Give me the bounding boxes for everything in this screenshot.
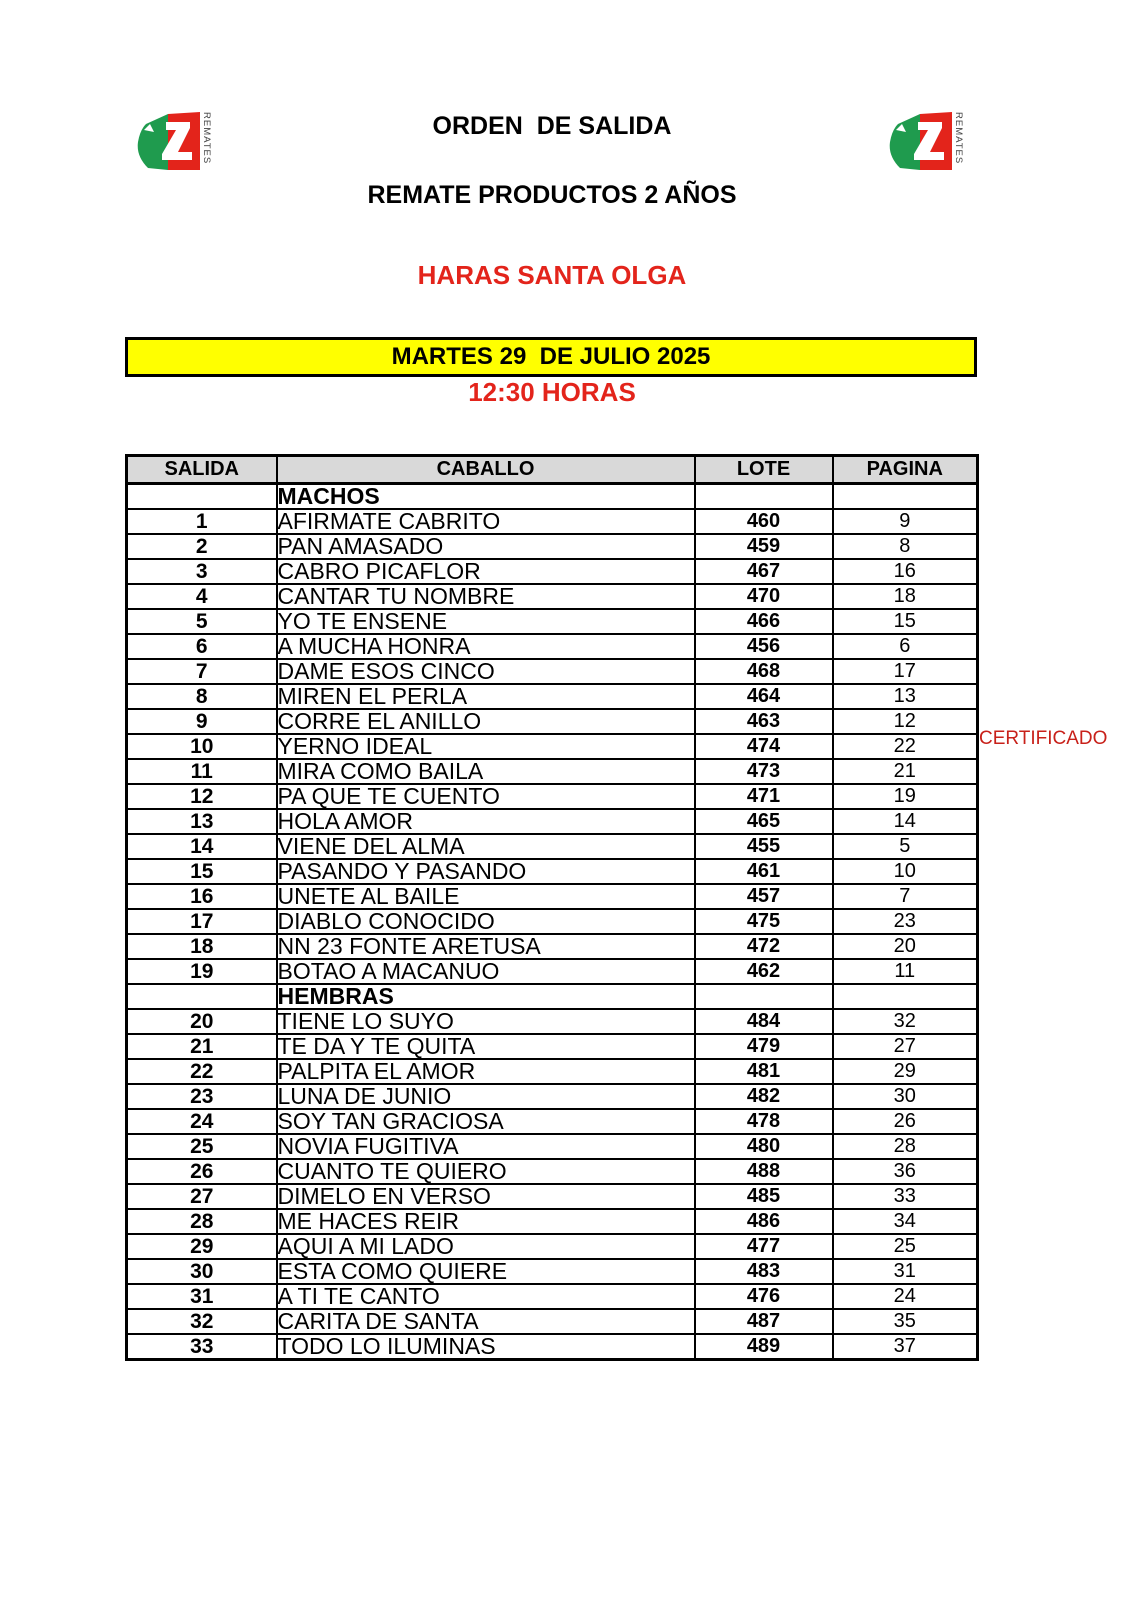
salida-cell: 14 (127, 834, 277, 859)
salida-cell: 11 (127, 759, 277, 784)
section-label: HEMBRAS (277, 984, 695, 1009)
salida-cell: 33 (127, 1334, 277, 1360)
pagina-cell: 18 (833, 584, 978, 609)
table-row (127, 1034, 978, 1059)
caballo-cell: BOTAO A MACANUO (277, 959, 695, 984)
pagina-cell: 15 (833, 609, 978, 634)
table-row (127, 1159, 978, 1184)
lote-cell: 489 (695, 1334, 833, 1360)
time-text: 12:30 HORAS (468, 377, 636, 407)
salida-cell: 28 (127, 1209, 277, 1234)
salida-cell: 31 (127, 1284, 277, 1309)
lote-cell: 477 (695, 1234, 833, 1259)
lote-cell: 475 (695, 909, 833, 934)
caballo-cell: HOLA AMOR (277, 809, 695, 834)
caballo-cell: CUANTO TE QUIERO (277, 1159, 695, 1184)
lote-cell: 488 (695, 1159, 833, 1184)
salida-cell: 22 (127, 1059, 277, 1084)
pagina-cell: 5 (833, 834, 978, 859)
table-row (127, 1109, 978, 1134)
table-row (127, 659, 978, 684)
pagina-cell: 17 (833, 659, 978, 684)
table-row (127, 1309, 978, 1334)
pagina-cell: 35 (833, 1309, 978, 1334)
table-row (127, 1059, 978, 1084)
salida-cell: 1 (127, 509, 277, 534)
pagina-cell: 37 (833, 1334, 978, 1360)
pagina-cell: 8 (833, 534, 978, 559)
lote-cell: 478 (695, 1109, 833, 1134)
lote-cell: 485 (695, 1184, 833, 1209)
pagina-cell: 34 (833, 1209, 978, 1234)
lote-cell: 482 (695, 1084, 833, 1109)
pagina-cell: 33 (833, 1184, 978, 1209)
pagina-cell: 16 (833, 559, 978, 584)
salida-cell: 6 (127, 634, 277, 659)
caballo-cell: ME HACES REIR (277, 1209, 695, 1234)
lote-cell: 471 (695, 784, 833, 809)
caballo-cell: YO TE ENSENE (277, 609, 695, 634)
salida-cell: 27 (127, 1184, 277, 1209)
pagina-cell: 22 (833, 734, 978, 759)
lote-cell: 487 (695, 1309, 833, 1334)
lote-cell: 476 (695, 1284, 833, 1309)
caballo-cell: PALPITA EL AMOR (277, 1059, 695, 1084)
table-row (127, 1259, 978, 1284)
caballo-cell: TODO LO ILUMINAS (277, 1334, 695, 1360)
table-row (127, 1134, 978, 1159)
header-pagina: PAGINA (833, 456, 978, 484)
table-row (127, 734, 978, 759)
caballo-cell: CORRE EL ANILLO (277, 709, 695, 734)
pagina-cell: 29 (833, 1059, 978, 1084)
caballo-cell: MIRA COMO BAILA (277, 759, 695, 784)
caballo-cell: AFIRMATE CABRITO (277, 509, 695, 534)
caballo-cell: AQUI A MI LADO (277, 1234, 695, 1259)
lote-cell: 459 (695, 534, 833, 559)
caballo-cell: DAME ESOS CINCO (277, 659, 695, 684)
lote-cell: 457 (695, 884, 833, 909)
caballo-cell: NN 23 FONTE ARETUSA (277, 934, 695, 959)
salida-cell: 2 (127, 534, 277, 559)
date-banner (125, 337, 977, 377)
salida-cell: 17 (127, 909, 277, 934)
caballo-cell: PA QUE TE CUENTO (277, 784, 695, 809)
section-empty-pagina (833, 484, 978, 510)
pagina-cell: 28 (833, 1134, 978, 1159)
pagina-cell: 10 (833, 859, 978, 884)
salida-cell: 16 (127, 884, 277, 909)
lote-cell: 463 (695, 709, 833, 734)
header-lote: LOTE (695, 456, 833, 484)
table-row (127, 859, 978, 884)
table-row (127, 959, 978, 984)
table-row (127, 909, 978, 934)
pagina-cell: 20 (833, 934, 978, 959)
table-row (127, 809, 978, 834)
caballo-cell: PAN AMASADO (277, 534, 695, 559)
caballo-cell: CABRO PICAFLOR (277, 559, 695, 584)
salida-table (125, 454, 979, 1361)
page-title: ORDEN DE SALIDA (432, 112, 672, 140)
pagina-cell: 25 (833, 1234, 978, 1259)
pagina-cell: 31 (833, 1259, 978, 1284)
salida-cell: 7 (127, 659, 277, 684)
salida-cell: 13 (127, 809, 277, 834)
table-header-row (127, 456, 978, 484)
table-row (127, 634, 978, 659)
caballo-cell: A TI TE CANTO (277, 1284, 695, 1309)
pagina-cell: 19 (833, 784, 978, 809)
header-caballo: CABALLO (277, 456, 695, 484)
lote-cell: 464 (695, 684, 833, 709)
table-row (127, 1234, 978, 1259)
table-row (127, 934, 978, 959)
pagina-cell: 26 (833, 1109, 978, 1134)
salida-cell: 18 (127, 934, 277, 959)
section-empty-salida (127, 484, 277, 510)
lote-cell: 480 (695, 1134, 833, 1159)
pagina-cell: 30 (833, 1084, 978, 1109)
pagina-cell: 14 (833, 809, 978, 834)
lote-cell: 481 (695, 1059, 833, 1084)
lote-cell: 484 (695, 1009, 833, 1034)
table-body (127, 484, 978, 1360)
salida-cell: 26 (127, 1159, 277, 1184)
svg-text:REMATES: REMATES (201, 112, 212, 165)
pagina-cell: 36 (833, 1159, 978, 1184)
table-row (127, 1184, 978, 1209)
salida-cell: 21 (127, 1034, 277, 1059)
salida-cell: 30 (127, 1259, 277, 1284)
lote-cell: 486 (695, 1209, 833, 1234)
lote-cell: 468 (695, 659, 833, 684)
lote-cell: 466 (695, 609, 833, 634)
caballo-cell: VIENE DEL ALMA (277, 834, 695, 859)
caballo-cell: YERNO IDEAL (277, 734, 695, 759)
pagina-cell: 7 (833, 884, 978, 909)
lote-cell: 472 (695, 934, 833, 959)
lote-cell: 473 (695, 759, 833, 784)
table-row (127, 684, 978, 709)
salida-cell: 20 (127, 1009, 277, 1034)
table-row (127, 759, 978, 784)
pagina-cell: 21 (833, 759, 978, 784)
table-row (127, 1334, 978, 1360)
salida-cell: 15 (127, 859, 277, 884)
table-row (127, 709, 978, 734)
salida-cell: 29 (127, 1234, 277, 1259)
lote-cell: 455 (695, 834, 833, 859)
caballo-cell: TIENE LO SUYO (277, 1009, 695, 1034)
section-empty-lote (695, 984, 833, 1009)
lote-cell: 479 (695, 1034, 833, 1059)
caballo-cell: DIABLO CONOCIDO (277, 909, 695, 934)
section-row (127, 484, 978, 510)
table-row (127, 1209, 978, 1234)
lote-cell: 470 (695, 584, 833, 609)
caballo-cell: DIMELO EN VERSO (277, 1184, 695, 1209)
pagina-cell: 9 (833, 509, 978, 534)
lote-cell: 483 (695, 1259, 833, 1284)
caballo-cell: LUNA DE JUNIO (277, 1084, 695, 1109)
salida-cell: 12 (127, 784, 277, 809)
salida-cell: 9 (127, 709, 277, 734)
caballo-cell: MIREN EL PERLA (277, 684, 695, 709)
section-empty-salida (127, 984, 277, 1009)
caballo-cell: SOY TAN GRACIOSA (277, 1109, 695, 1134)
pagina-cell: 13 (833, 684, 978, 709)
table-row (127, 1084, 978, 1109)
pagina-cell: 6 (833, 634, 978, 659)
lote-cell: 460 (695, 509, 833, 534)
table-row (127, 1284, 978, 1309)
caballo-cell: UNETE AL BAILE (277, 884, 695, 909)
caballo-cell: NOVIA FUGITIVA (277, 1134, 695, 1159)
table-row (127, 884, 978, 909)
pagina-cell: 12 (833, 709, 978, 734)
salida-cell: 8 (127, 684, 277, 709)
caballo-cell: PASANDO Y PASANDO (277, 859, 695, 884)
caballo-cell: ESTA COMO QUIERE (277, 1259, 695, 1284)
table-row (127, 534, 978, 559)
lote-cell: 467 (695, 559, 833, 584)
date-text: MARTES 29 DE JULIO 2025 (391, 343, 711, 370)
salida-cell: 24 (127, 1109, 277, 1134)
pagina-cell: 24 (833, 1284, 978, 1309)
lote-cell: 462 (695, 959, 833, 984)
section-row (127, 984, 978, 1009)
header-salida: SALIDA (127, 456, 277, 484)
haras-name: HARAS SANTA OLGA (417, 260, 687, 290)
salida-cell: 32 (127, 1309, 277, 1334)
salida-cell: 5 (127, 609, 277, 634)
section-label: MACHOS (277, 484, 695, 510)
salida-cell: 10 (127, 734, 277, 759)
section-empty-lote (695, 484, 833, 510)
table-row (127, 834, 978, 859)
salida-cell: 3 (127, 559, 277, 584)
certificado-note: CERTIFICADO (979, 728, 1108, 749)
pagina-cell: 32 (833, 1009, 978, 1034)
salida-cell: 25 (127, 1134, 277, 1159)
lote-cell: 474 (695, 734, 833, 759)
lote-cell: 465 (695, 809, 833, 834)
caballo-cell: A MUCHA HONRA (277, 634, 695, 659)
section-empty-pagina (833, 984, 978, 1009)
pagina-cell: 27 (833, 1034, 978, 1059)
caballo-cell: CARITA DE SANTA (277, 1309, 695, 1334)
table-row (127, 1009, 978, 1034)
caballo-cell: CANTAR TU NOMBRE (277, 584, 695, 609)
pagina-cell: 11 (833, 959, 978, 984)
page-subtitle: REMATE PRODUCTOS 2 AÑOS (367, 181, 737, 209)
caballo-cell: TE DA Y TE QUITA (277, 1034, 695, 1059)
salida-cell: 4 (127, 584, 277, 609)
pagina-cell: 23 (833, 909, 978, 934)
table-row (127, 609, 978, 634)
table-row (127, 509, 978, 534)
lote-cell: 461 (695, 859, 833, 884)
lote-cell: 456 (695, 634, 833, 659)
svg-text:REMATES: REMATES (953, 112, 964, 165)
salida-cell: 23 (127, 1084, 277, 1109)
salida-cell: 19 (127, 959, 277, 984)
table-row (127, 584, 978, 609)
table-row (127, 784, 978, 809)
table-row (127, 559, 978, 584)
